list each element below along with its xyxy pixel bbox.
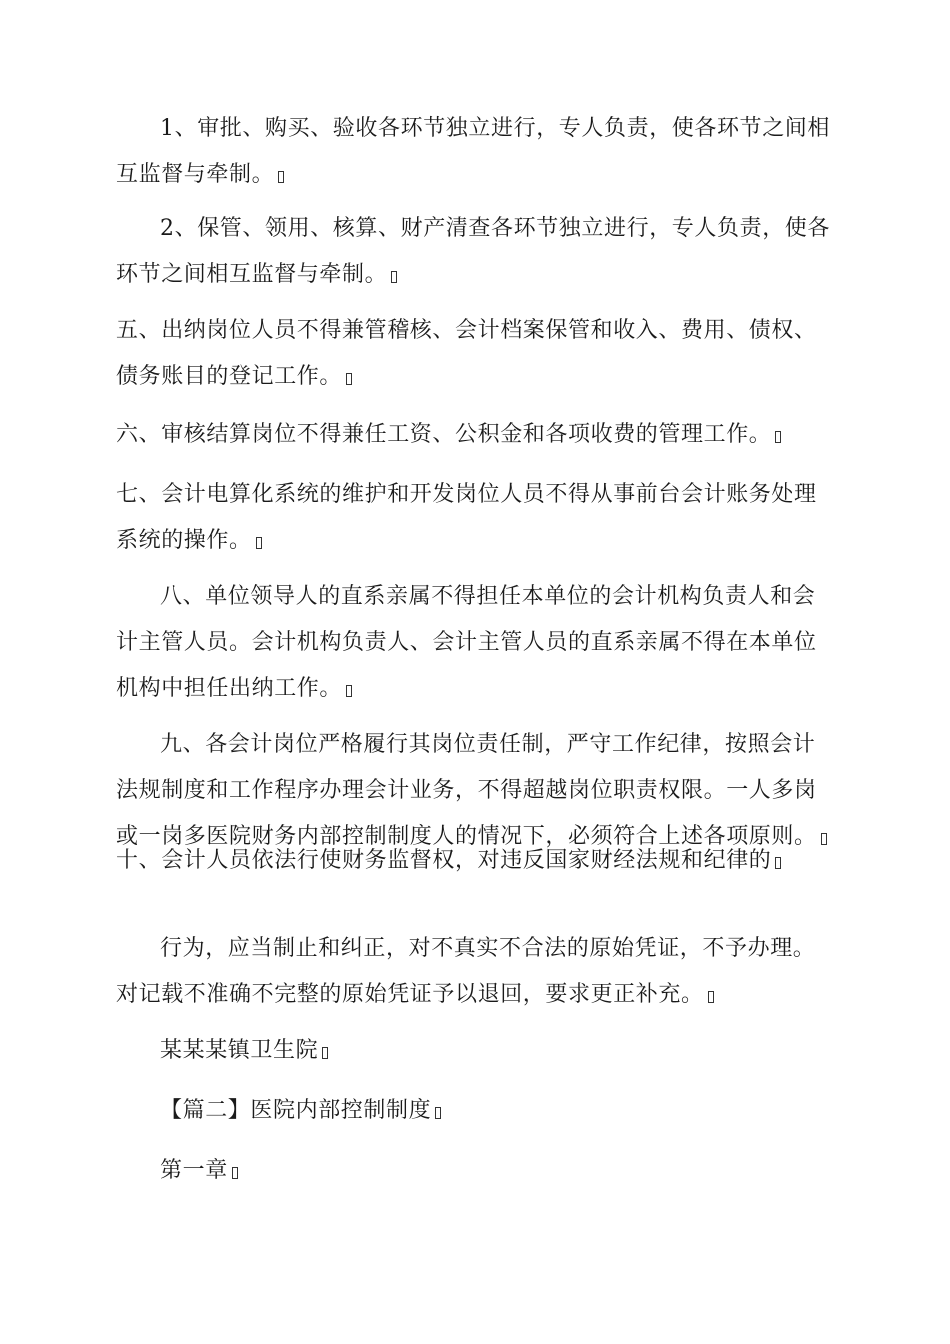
paragraph-mark-icon — [435, 1107, 441, 1119]
paragraph-mark-icon — [346, 685, 352, 697]
paragraph-mark-icon — [346, 373, 352, 385]
signature-line — [116, 1028, 836, 1074]
paragraph-4 — [116, 412, 836, 458]
paragraph-text: 八、单位领导人的直系亲属不得担任本单位的会计机构负责人和会计主管人员。会计机构负责人、会计主管人员的直系亲属不得在本单位机构中担任出纳工作。 — [116, 584, 817, 701]
paragraph-5 — [116, 472, 836, 564]
paragraph-mark-icon — [708, 991, 714, 1003]
paragraph-3 — [116, 308, 836, 400]
paragraph-2 — [116, 206, 836, 298]
chapter-heading — [116, 1148, 836, 1194]
paragraph-mark-icon — [278, 171, 284, 183]
paragraph-mark-icon — [775, 431, 781, 443]
paragraph-text: 七、会计电算化系统的维护和开发岗位人员不得从事前台会计账务处理系统的操作。 — [116, 482, 817, 553]
paragraph-text: 第一章 — [160, 1158, 228, 1183]
paragraph-mark-icon — [232, 1167, 238, 1179]
paragraph-text: 十、会计人员依法行使财务监督权，对违反国家财经法规和纪律的 — [116, 848, 772, 873]
paragraph-mark-icon — [391, 271, 397, 283]
paragraph-text: 2、保管、领用、核算、财产清查各环节独立进行，专人负责，使各环节之间相互监督与牵制。 — [116, 216, 830, 287]
section-title — [116, 1088, 836, 1134]
paragraph-6 — [116, 574, 836, 712]
paragraph-1 — [116, 106, 836, 198]
paragraph-text: 某某某镇卫生院 — [160, 1038, 319, 1063]
paragraph-mark-icon — [322, 1047, 328, 1059]
paragraph-mark-icon — [256, 537, 262, 549]
paragraph-text: 行为，应当制止和纠正，对不真实不合法的原始凭证，不予办理。对记载不准确不完整的原始凭证予以退回，要求更正补充。 — [116, 936, 816, 1007]
paragraph-text: 九、各会计岗位严格履行其岗位责任制，严守工作纪律，按照会计法规制度和工作程序办理会计业务，不得超越岗位职责权限。一人多岗或一岗多医院财务内部控制制度人的情况下，必须符合上述各项原则。 — [116, 732, 817, 849]
paragraph-text: 1、审批、购买、验收各环节独立进行，专人负责，使各环节之间相互监督与牵制。 — [116, 116, 830, 187]
paragraph-mark-icon — [775, 857, 781, 869]
paragraph-text: 【篇二】医院内部控制制度 — [160, 1098, 432, 1123]
paragraph-text: 六、审核结算岗位不得兼任工资、公积金和各项收费的管理工作。 — [116, 422, 772, 447]
paragraph-8 — [116, 838, 836, 884]
paragraph-text: 五、出纳岗位人员不得兼管稽核、会计档案保管和收入、费用、债权、债务账目的登记工作。 — [116, 318, 817, 389]
paragraph-9 — [116, 926, 836, 1018]
